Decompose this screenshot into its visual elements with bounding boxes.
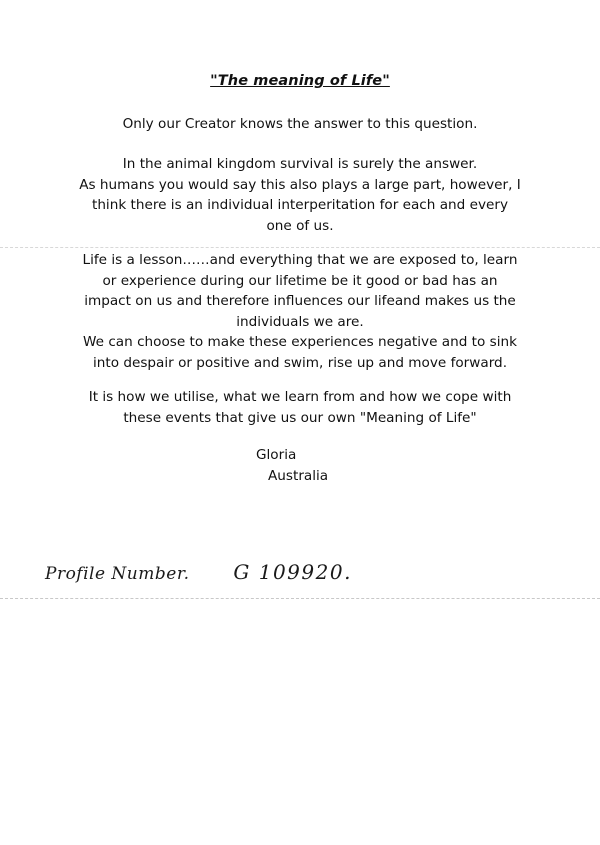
scan-artifact-line — [0, 247, 600, 248]
profile-number: G 109920. — [233, 560, 352, 584]
text-line: think there is an individual interperitation for each and every — [91, 197, 509, 213]
text-line: As humans you would say this also plays a large part, however, I — [79, 176, 521, 193]
fold-line — [0, 598, 600, 599]
document-title: "The meaning of Life" — [210, 73, 390, 89]
text-line: Life is a lesson……and everything that we are exposed to, learn — [82, 252, 518, 268]
signature-name: Gloria — [256, 447, 297, 463]
paragraph-3 — [70, 250, 530, 373]
text-line: into despair or positive and swim, rise up and move forward. — [92, 354, 508, 371]
text-line: individuals we are. — [236, 313, 364, 330]
text-line: these events that give us our own "Meaning of Life" — [123, 409, 477, 426]
text-line: It is how we utilise, what we learn from and how we cope with — [88, 389, 512, 405]
text-line: In the animal kingdom survival is surely the answer. — [122, 156, 478, 172]
text-line: impact on us and therefore influences our lifeand makes us the — [84, 293, 516, 309]
paragraph-4 — [70, 387, 530, 428]
paragraph-1 — [70, 114, 530, 135]
paragraph-2 — [70, 154, 530, 236]
text-line: or experience during our lifetime be it good or bad has an — [102, 272, 498, 289]
text-line: Only our Creator knows the answer to this question. — [122, 116, 478, 132]
profile-label: Profile Number. — [45, 564, 190, 584]
text-line: one of us. — [266, 217, 334, 234]
text-line: We can choose to make these experiences negative and to sink — [83, 334, 517, 350]
signature-country: Australia — [268, 468, 329, 484]
handwritten-profile-number — [45, 560, 352, 584]
